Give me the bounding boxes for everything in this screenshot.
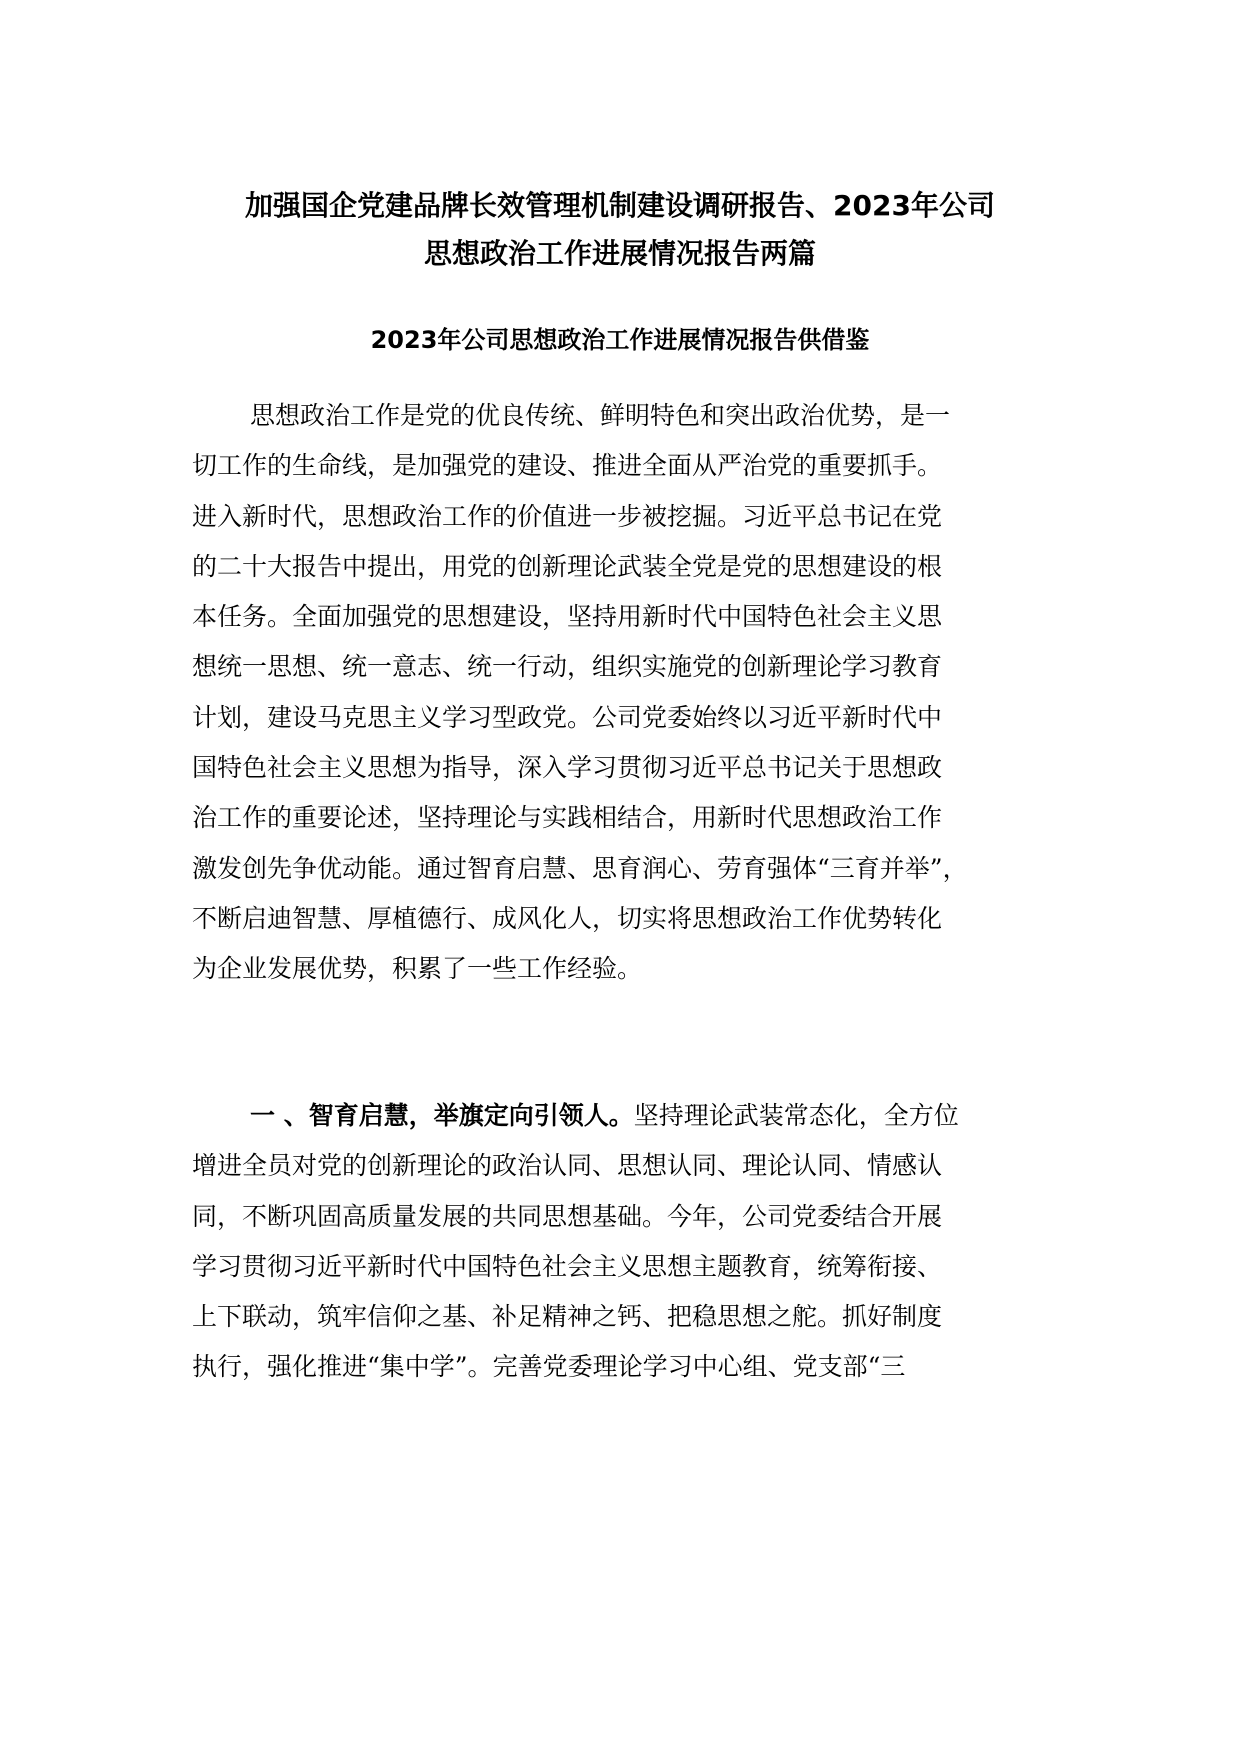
paragraph-line: 切工作的生命线，是加强党的建设、推进全面从严治党的重要抓手。 (192, 451, 943, 481)
title-line: 思想政治工作进展情况报告两篇 (423, 237, 816, 270)
title-line: 加强国企党建品牌长效管理机制建设调研报告、2023年公司 (245, 189, 995, 222)
paragraph-line: 的二十大报告中提出，用党的创新理论武装全党是党的思想建设的根 (192, 551, 943, 581)
paragraph-line: 计划，建设马克思主义学习型政党。公司党委始终以习近平新时代中 (192, 702, 943, 732)
intro-paragraph (192, 391, 1054, 995)
paragraph-line: 同，不断巩固高质量发展的共同思想基础。今年，公司党委结合开展 (192, 1201, 943, 1231)
section-first-line (192, 1091, 1054, 1141)
paragraph-line: 不断启迪智慧、厚植德行、成风化人，切实将思想政治工作优势转化 (192, 903, 943, 933)
paragraph-line: 本任务。全面加强党的思想建设，坚持用新时代中国特色社会主义思 (192, 602, 943, 632)
paragraph-line: 执行，强化推进“集中学”。完善党委理论学习中心组、党支部“三 (192, 1352, 906, 1382)
paragraph-line: 学习贯彻习近平新时代中国特色社会主义思想主题教育，统筹衔接、 (192, 1251, 943, 1281)
section-heading: 一 、智育启慧，举旗定向引领人。 (250, 1101, 634, 1130)
paragraph-line: 上下联动，筑牢信仰之基、补足精神之钙、把稳思想之舵。抓好制度 (192, 1302, 943, 1332)
paragraph-line: 为企业发展优势，积累了一些工作经验。 (192, 954, 643, 984)
paragraph-line: 思想政治工作是党的优良传统、鲜明特色和突出政治优势，是一 (250, 401, 951, 430)
document-subtitle: 2023年公司思想政治工作进展情况报告供借鉴 (370, 326, 870, 354)
document-title (170, 182, 1070, 278)
paragraph-line: 增进全员对党的创新理论的政治认同、思想认同、理论认同、情感认 (192, 1151, 943, 1181)
section-first-line-text: 坚持理论武装常态化，全方位 (633, 1101, 959, 1130)
paragraph-line: 激发创先争优动能。通过智育启慧、思育润心、劳育强体“三育并举”， (192, 853, 968, 883)
section-one-paragraph (192, 1091, 1054, 1393)
paragraph-line: 治工作的重要论述，坚持理论与实践相结合，用新时代思想政治工作 (192, 803, 943, 833)
paragraph-line: 进入新时代，思想政治工作的价值进一步被挖掘。习近平总书记在党 (192, 501, 943, 531)
paragraph-line: 国特色社会主义思想为指导，深入学习贯彻习近平总书记关于思想政 (192, 753, 943, 783)
paragraph-line: 想统一思想、统一意志、统一行动，组织实施党的创新理论学习教育 (192, 652, 943, 682)
